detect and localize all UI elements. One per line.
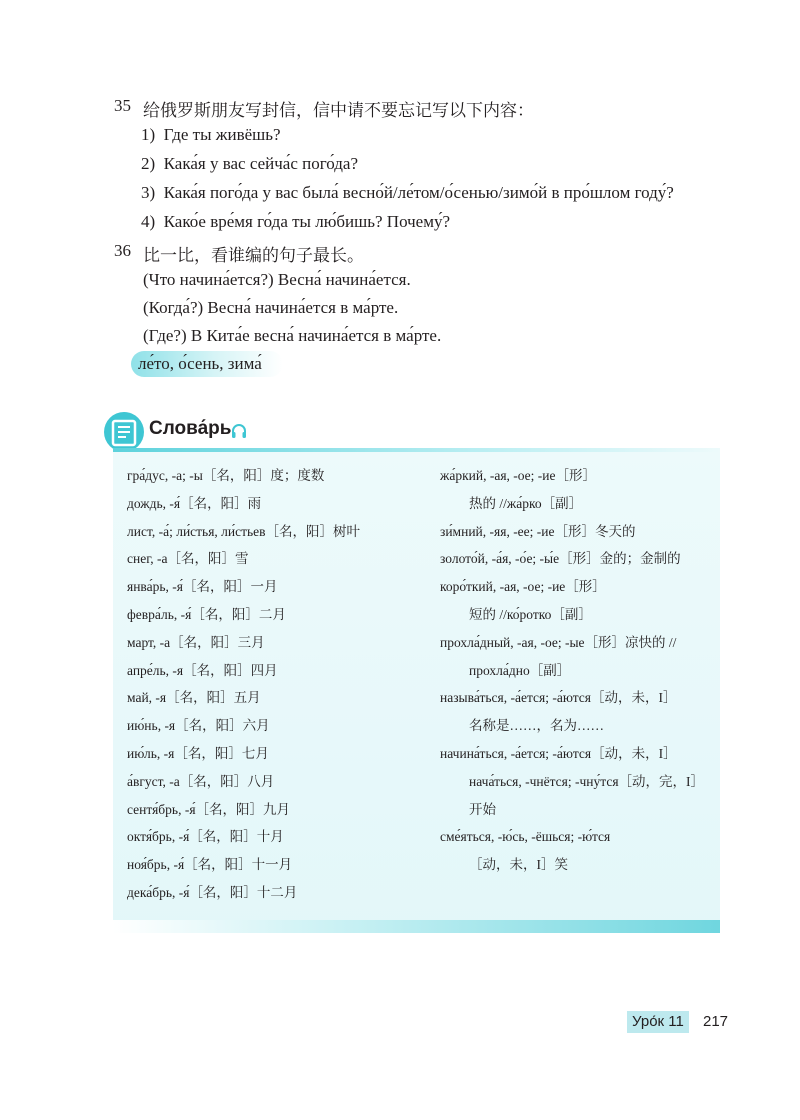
dictionary-left-column: [127, 462, 360, 907]
dictionary-entry: 开始: [469, 801, 496, 817]
dictionary-entry: снег, -а［名，阳］雪: [127, 551, 249, 567]
dictionary-entry: дека́брь, -я́［名，阳］十二月: [127, 884, 298, 900]
dictionary-entry: прохла́дно［副］: [469, 662, 571, 678]
dictionary-entry: начина́ться, -а́ется; -а́ются［动，未，I］: [440, 745, 677, 761]
exercise-number: 36: [114, 241, 131, 260]
dictionary-entry: ［动，未，I］笑: [469, 857, 568, 873]
lesson-badge: Уро́к 11: [627, 1011, 689, 1033]
dictionary-entry: октя́брь, -я́［名，阳］十月: [127, 829, 284, 845]
dictionary-entry: сме́яться, -ю́сь, -ёшься; -ю́тся: [440, 829, 611, 845]
dictionary-entry: коро́ткий, -ая, -ое; -ие［形］: [440, 579, 606, 595]
exercise-prompt: 给俄罗斯朋友写封信，信中请不要忘记写以下内容：: [143, 101, 534, 120]
dictionary-entry: ию́ль, -я［名，阳］七月: [127, 745, 269, 761]
exercise-number: 35: [114, 96, 131, 115]
exercise-36-line: (Когда́?) Весна́ начина́ется в ма́рте.: [143, 298, 399, 317]
dictionary-entry: янва́рь, -я́［名，阳］一月: [127, 579, 278, 595]
exercise-prompt: 比一比，看谁编的句子最长。: [143, 246, 364, 265]
dictionary-entry: зи́мний, -яя, -ее; -ие［形］冬天的: [440, 523, 636, 539]
dictionary-right-column: [440, 462, 704, 879]
dictionary-entry: 短的 //ко́ротко［副］: [469, 606, 592, 622]
exercise-35-item: 1) Где ты живёшь?: [141, 125, 281, 144]
dictionary-entry: апре́ль, -я［名，阳］四月: [127, 662, 278, 678]
dictionary-entry: 热的 //жа́рко［副］: [469, 495, 583, 511]
dictionary-entry: гра́дус, -а; -ы［名，阳］度；度数: [127, 468, 325, 483]
exercise-35-item: 4) Како́е вре́мя го́да ты лю́бишь? Почему́?: [141, 212, 451, 231]
dictionary-entry: ноя́брь, -я́［名，阳］十一月: [127, 857, 293, 873]
dictionary-entry: нача́ться, -чнётся; -чну́тся［动，完，I］: [469, 773, 705, 789]
exercise-36-line: (Где?) В Кита́е весна́ начина́ется в ма́рте.: [143, 326, 442, 345]
headphones-icon[interactable]: [230, 422, 248, 440]
exercise-36-line: (Что начина́ется?) Весна́ начина́ется.: [143, 270, 411, 289]
dictionary-entry: сентя́брь, -я́［名，阳］九月: [127, 801, 291, 817]
dictionary-entry: жа́ркий, -ая, -ое; -ие［形］: [440, 468, 597, 483]
dictionary-entry: дождь, -я́［名，阳］雨: [127, 495, 262, 511]
book-icon: [104, 412, 144, 452]
dictionary-entry: 名称是……，名为……: [469, 718, 604, 734]
dictionary-entry: ию́нь, -я［名，阳］六月: [127, 718, 270, 734]
dictionary-title: Слова́рь: [149, 418, 232, 439]
dictionary-entry: прохла́дный, -ая, -ое; -ые［形］凉快的 //: [440, 634, 677, 650]
exercise-35-item: 3) Кака́я пого́да у вас была́ весно́й/ле́том/о́сенью/зимо́й в про́шлом году́?: [141, 183, 674, 202]
dictionary-entry: золото́й, -а́я, -о́е; -ы́е［形］金的；金制的: [440, 551, 681, 567]
dictionary-entry: лист, -а́; ли́стья, ли́стьев［名，阳］树叶: [127, 523, 361, 539]
dictionary-entry: май, -я［名，阳］五月: [127, 690, 261, 706]
page-number: 217: [703, 1013, 729, 1030]
hint-text: ле́то, о́сень, зима́: [138, 354, 262, 373]
hint-pill: [131, 351, 283, 377]
dictionary-entry: а́вгуст, -а［名，阳］八月: [127, 773, 275, 789]
dictionary-entry: февра́ль, -я́［名，阳］二月: [127, 606, 286, 622]
dictionary-entry: март, -а［名，阳］三月: [127, 634, 265, 650]
dictionary-entry: называ́ться, -а́ется; -а́ются［动，未，I］: [440, 690, 677, 706]
dictionary-box: [113, 448, 720, 933]
exercise-35-item: 2) Кака́я у вас сейча́с пого́да?: [141, 154, 359, 173]
